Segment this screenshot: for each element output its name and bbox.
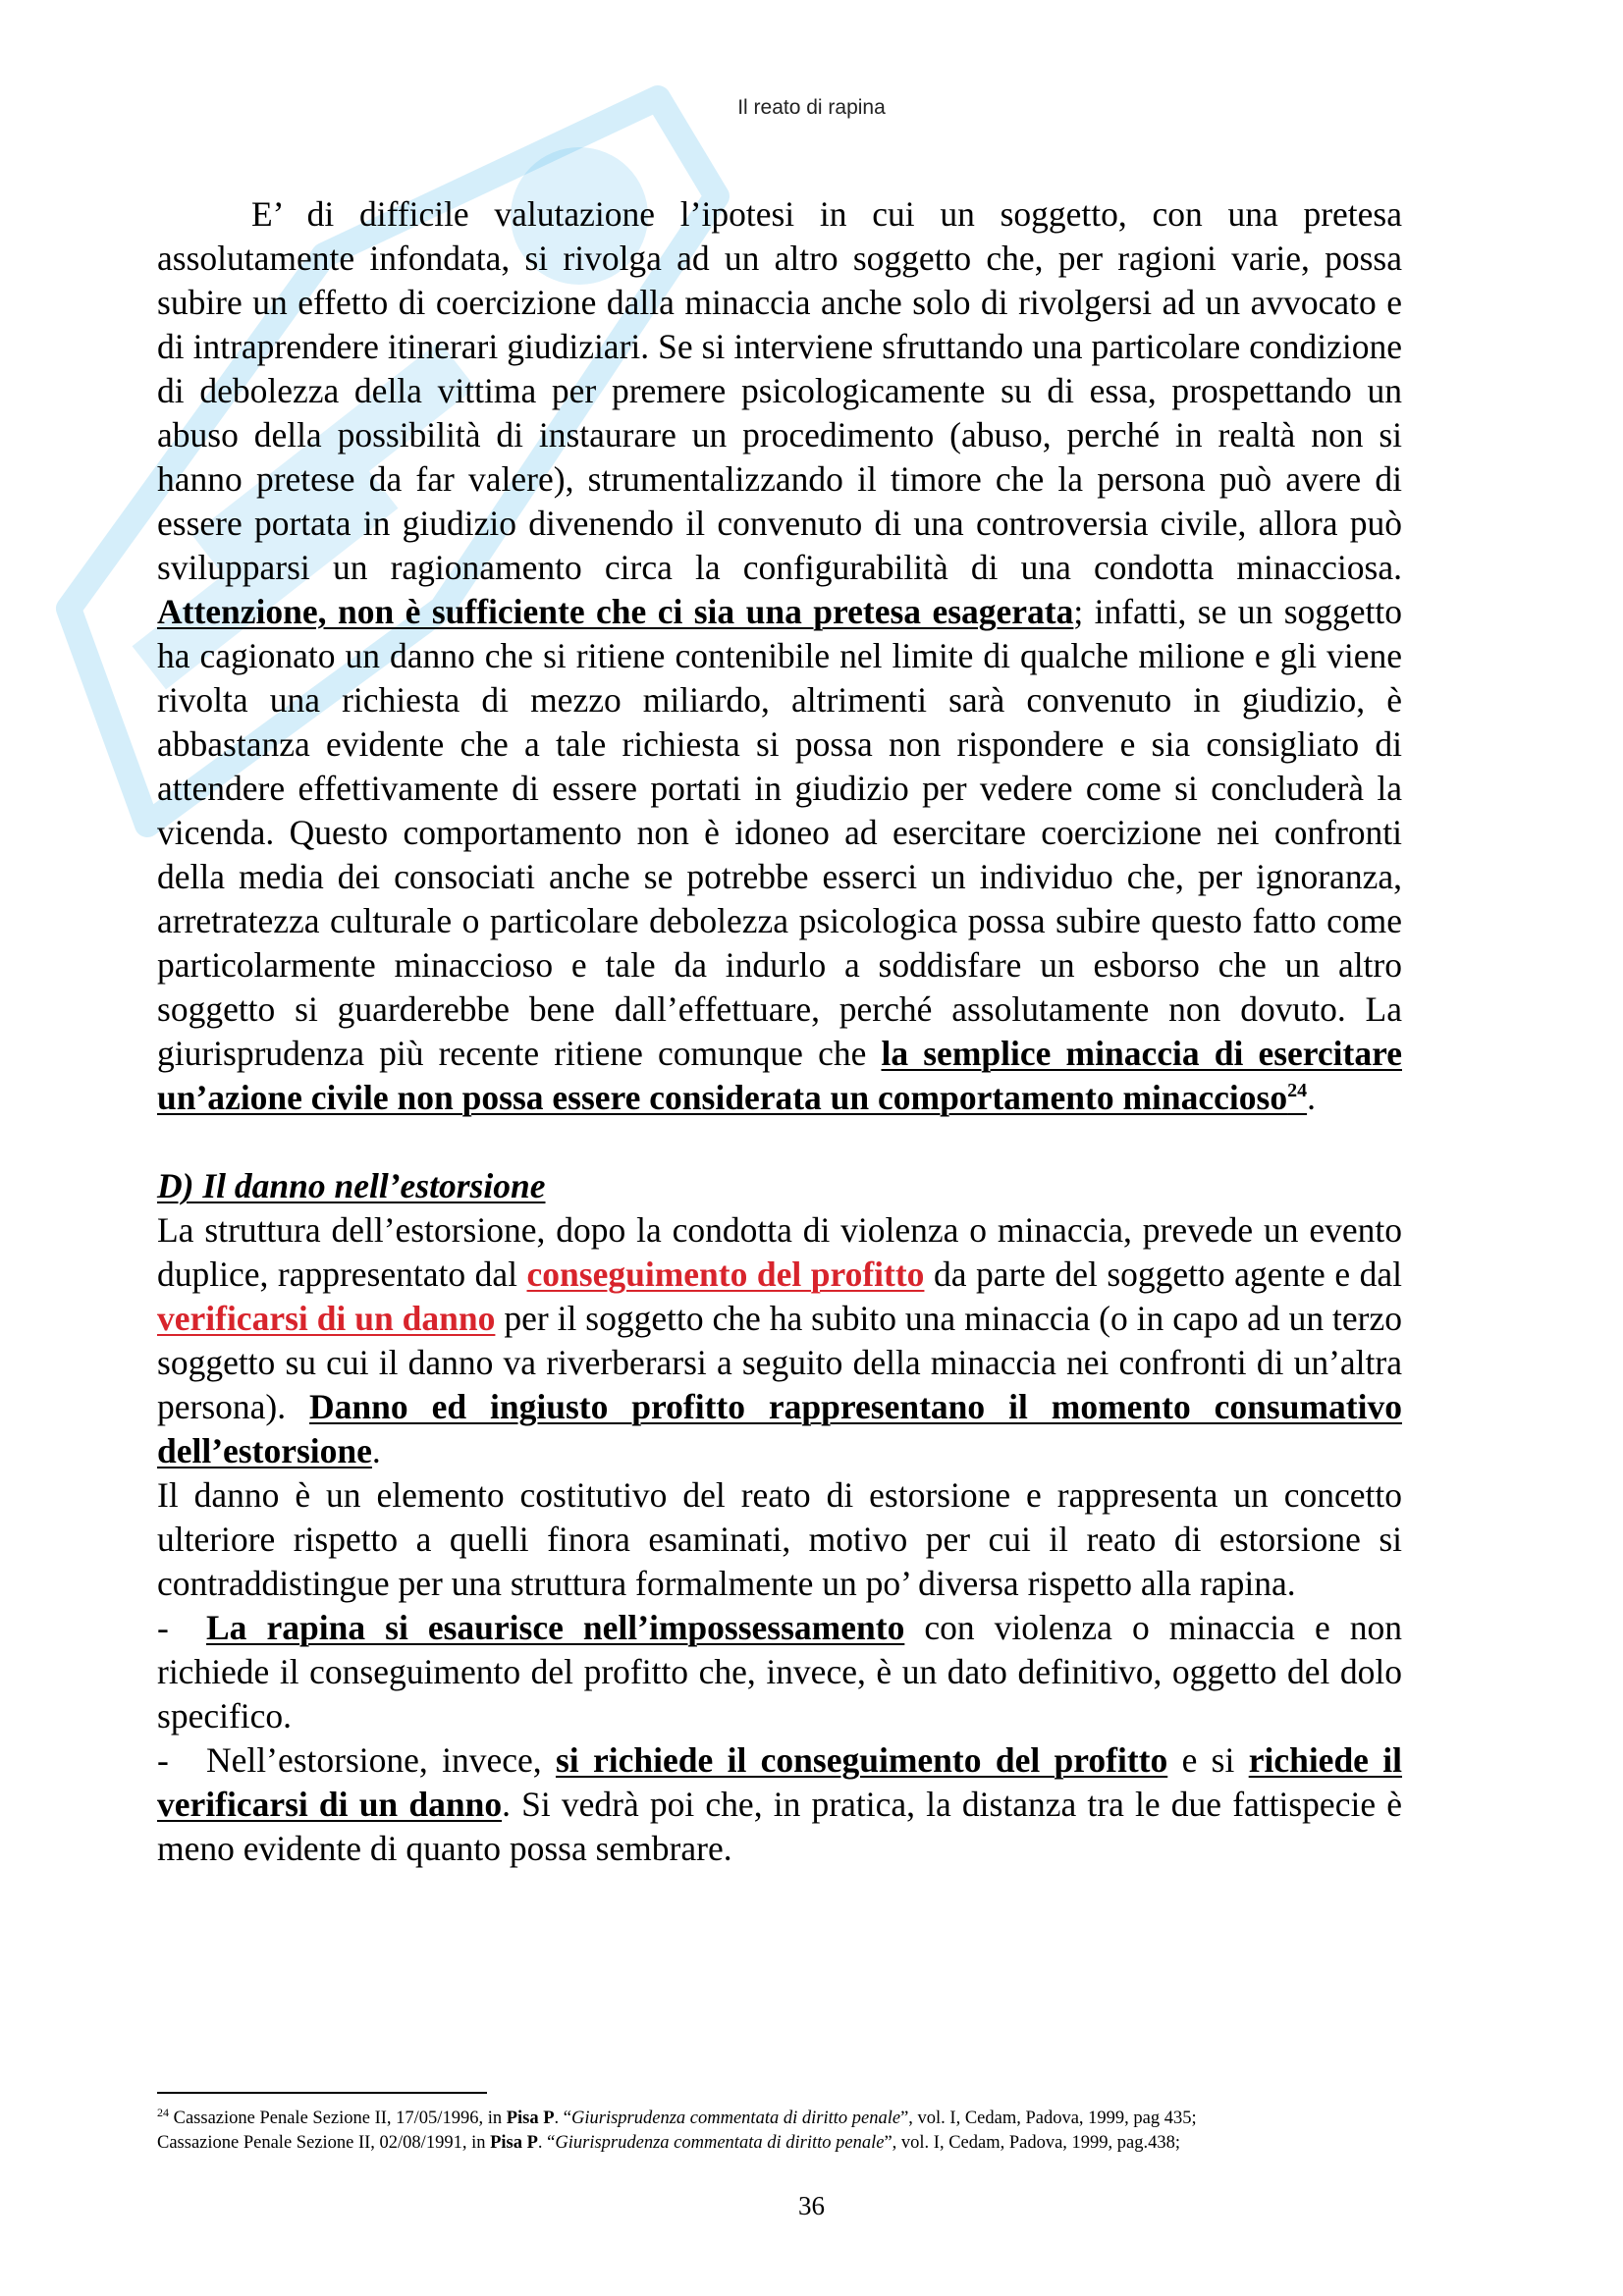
text-run: la semplice minaccia di esercitare un’azione civile non possa essere considerata un comportamento minaccioso: [157, 1034, 1402, 1117]
footnote-line: [157, 2101, 1434, 2131]
text-run: ; infatti, se un soggetto ha cagionato un danno che si ritiene contenibile nel limite di qualche milione e gli viene rivolta una richiesta di mezzo miliardo, altrimenti sarà convenuto in giudizio, è abbastanza evidente che a tale richiesta si possa non rispondere e sia consigliato di attendere effettivamente di essere portati in giudizio per vedere come si concluderà la vicenda. Questo comportamento non è idoneo ad esercitare coercizione nei confronti della media dei consociati anche se potrebbe esserci un individuo che, per ignoranza, arretratezza culturale o particolare debolezza psicologica possa subire questo fatto come particolarmente minaccioso e tale da indurlo a soddisfare un esborso che un altro soggetto si guarderebbe bene dall’effettuare, perché assolutamente non dovuto. La giurisprudenza più recente ritiene comunque che: [157, 592, 1402, 1073]
text-run: Cassazione Penale Sezione II, 02/08/1991, in: [157, 2133, 491, 2154]
bold-underlined-text: Attenzione, non è sufficiente che ci sia una pretesa esagerata: [157, 592, 1074, 631]
page-number: 36: [798, 2191, 825, 2220]
footnote-author: Pisa P: [506, 2109, 555, 2129]
text-run: da parte del soggetto agente e dal: [924, 1255, 1402, 1294]
bold-underlined-text: La rapina si esaurisce nell’impossessamento: [206, 1608, 905, 1647]
footnote-line: [157, 2131, 1434, 2156]
text-run: .: [371, 1431, 381, 1470]
text-run: per il soggetto che ha subito una minaccia (o in capo ad un terzo soggetto su cui il danno va riverberarsi a seguito della minaccia nei confronti di un’altra persona).: [157, 1299, 1402, 1426]
paragraph: [157, 1208, 1402, 1473]
text-run: Il danno è un elemento costitutivo del reato di estorsione e rappresenta un concetto ulteriore rispetto a quelli finora esaminati, motivo per cui il reato di estorsione si contraddistingue per una struttura formalmente un po’ diversa rispetto alla rapina.: [157, 1475, 1402, 1603]
bold-underlined-text: richiede il verificarsi di un danno: [157, 1740, 1403, 1824]
text-run: E’ di difficile valutazione l’ipotesi in cui un soggetto, con una pretesa assolutamente infondata, si rivolga ad un altro soggetto che, per ragioni varie, possa subire un effetto di coercizione dalla minaccia anche solo di rivolgersi ad un avvocato e di intraprendere itinerari giudiziari. Se si interviene sfruttando una particolare condizione di debolezza della vittima per premere psicologicamente su di essa, prospettando un abuso della possibilità di instaurare un procedimento (abuso, perché in realtà non si hanno pretese da far valere), strumentalizzando il timore che la persona può avere di essere portata in giudizio divenendo il convenuto di una controversia civile, allora può svilupparsi un ragionamento circa la configurabilità di una condotta minacciosa.: [157, 194, 1402, 587]
text-run: . “: [537, 2133, 556, 2154]
text-run: .: [1307, 1078, 1316, 1117]
text-run: e si: [1167, 1740, 1249, 1780]
text-run: ”, vol. I, Cedam, Padova, 1999, pag 435;: [900, 2109, 1197, 2129]
footnote-author: Pisa P: [490, 2133, 538, 2154]
text-run: . “: [554, 2109, 572, 2129]
text-run: ”, vol. I, Cedam, Padova, 1999, pag.438;: [884, 2133, 1181, 2154]
heading-text: D) Il danno nell’estorsione: [157, 1166, 546, 1205]
text-run: Cassazione Penale Sezione II, 17/05/1996, in: [169, 2109, 507, 2129]
spacer: [157, 1120, 1402, 1164]
footnote-reference[interactable]: 24: [1287, 1080, 1308, 1102]
footnote-title: Giurisprudenza commentata di diritto penale: [555, 2133, 885, 2154]
text-run: . Si vedrà poi che, in pratica, la distanza tra le due fattispecie è meno evidente di quanto possa sembrare.: [157, 1785, 1402, 1868]
paragraph: [157, 1473, 1402, 1606]
bullet-item: [157, 1738, 1402, 1871]
dash-bullet: -: [157, 1740, 169, 1780]
main-text: [157, 192, 1402, 1871]
running-header: Il reato di rapina: [737, 96, 886, 119]
red-highlight-text: verificarsi di un danno: [157, 1299, 496, 1338]
text-run: La struttura dell’estorsione, dopo la condotta di violenza o minaccia, prevede un evento duplice, rappresentato dal: [157, 1210, 1402, 1294]
red-highlight-text: conseguimento del profitto: [526, 1255, 925, 1294]
footnote-title: Giurisprudenza commentata di diritto penale: [571, 2109, 901, 2129]
paragraph: [157, 192, 1402, 1120]
bold-underlined-text: si richiede il conseguimento del profitto: [555, 1740, 1168, 1780]
footnote-separator: [157, 2092, 487, 2094]
bullet-item: [157, 1606, 1402, 1738]
text-run: Nell’estorsione, invece,: [206, 1740, 556, 1780]
bold-underlined-text: Danno ed ingiusto profitto rappresentano il momento consumativo dell’estorsione: [157, 1387, 1402, 1470]
text-run: con violenza o minaccia e non richiede il conseguimento del profitto che, invece, è un dato definitivo, oggetto del dolo specifico.: [157, 1608, 1403, 1735]
dash-bullet: -: [157, 1608, 169, 1647]
footnote-number: 24: [157, 2106, 169, 2119]
section-heading: [157, 1164, 1402, 1208]
footnotes: [157, 2101, 1434, 2156]
